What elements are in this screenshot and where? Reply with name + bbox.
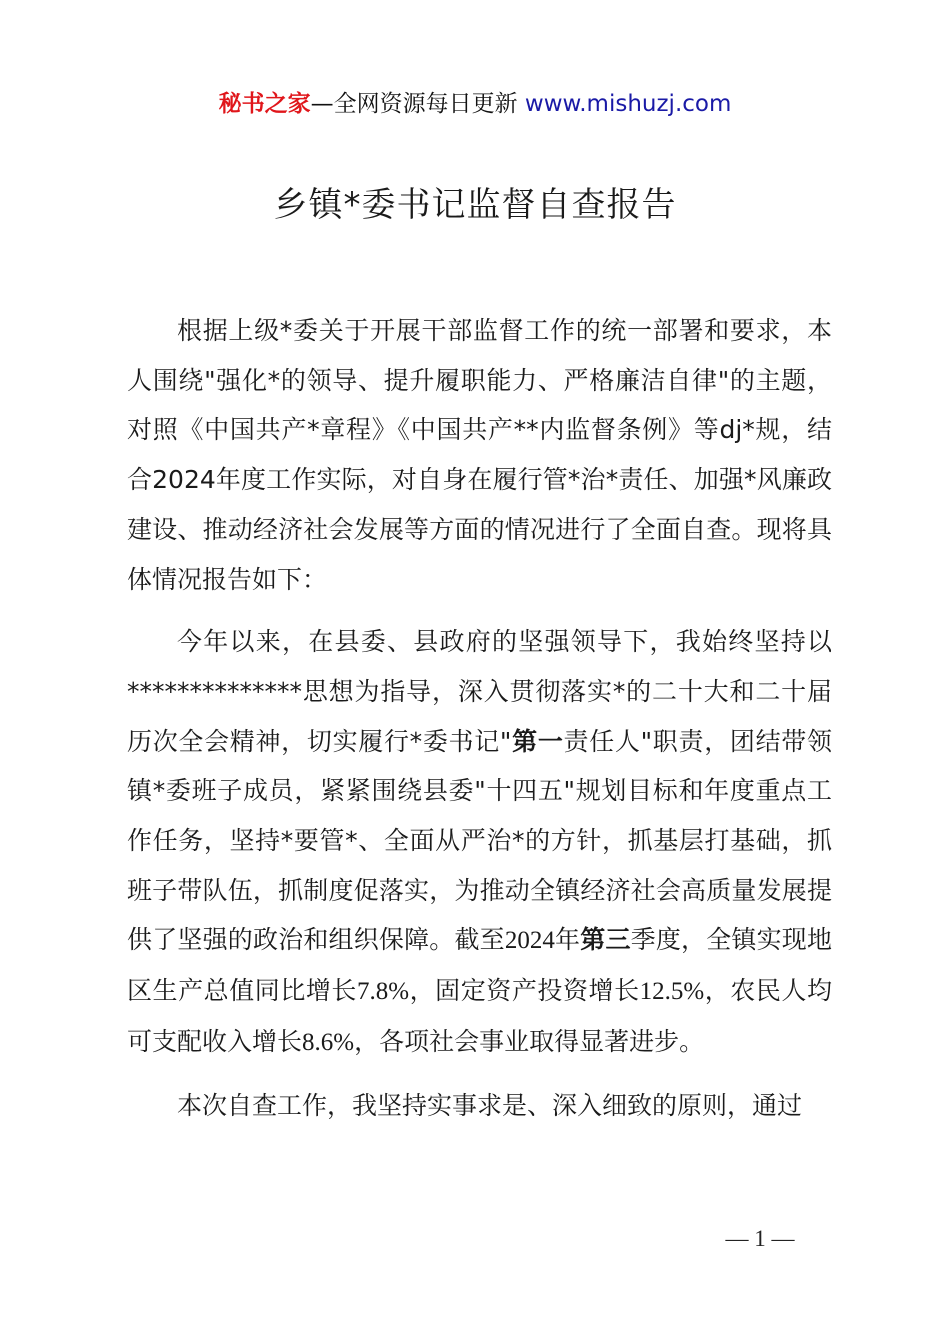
number-text: 7.8% bbox=[357, 978, 410, 1006]
site-url-link[interactable]: www.mishuzj.com bbox=[524, 91, 732, 117]
document-title: 乡镇*委书记监督自查报告 bbox=[273, 185, 677, 225]
paragraph-method: 本次自查工作，我坚持实事求是、深入细致的原则，通过 bbox=[177, 1090, 803, 1120]
text-run: ，固定资产投资增长 bbox=[409, 976, 640, 1006]
text-run: 季度，全镇实现地区生产总值同比增长 bbox=[127, 925, 832, 1006]
number-text: 12.5% bbox=[639, 978, 705, 1006]
number-text: 8.6% bbox=[302, 1028, 355, 1056]
text-run: 今年以来，在县委、县政府的坚强领导下，我始终坚持以**************思想为指导，深入贯彻落实*的二十大和二十届历次全会精神，切实履行*委书记" bbox=[127, 627, 832, 756]
text-run: ，各项社会事业取得显著进步。 bbox=[354, 1026, 705, 1056]
text-run: 责任人"职责，团结带领镇*委班子成员，紧紧围绕县委"十四五"规划目标和年度重点工作任务，坚持*要管*、全面从严治*的方针，抓基层打基础，抓班子带队伍，抓制度促落实，为推动全镇经济社会高质量发展提供了坚强的政治和组织保障。截至 bbox=[127, 726, 832, 955]
header-tagline: —全网资源每日更新 bbox=[310, 91, 525, 117]
bold-text: 第三 bbox=[580, 925, 631, 955]
document-body bbox=[127, 306, 832, 1143]
text-run: 年 bbox=[554, 925, 581, 955]
brand-name: 秘书之家 bbox=[218, 91, 311, 117]
paragraph-intro: 根据上级*委关于开展干部监督工作的统一部署和要求，本人围绕"强化*的领导、提升履职能力、严格廉洁自律"的主题，对照《中国共产*章程》《中国共产**内监督条例》等dj*规，结合2024年度工作实际，对自身在履行管*治*责任、加强*风廉政建设、推动经济社会发展等方面的情况进行了全面自查。现将具体情况报告如下： bbox=[127, 316, 832, 594]
number-text: 2024 bbox=[504, 927, 555, 955]
site-header bbox=[0, 86, 950, 122]
page-number: — 1 — bbox=[725, 1226, 795, 1251]
paragraph-overview bbox=[127, 617, 832, 1067]
text-run: ，农民人均可支配收入增长 bbox=[127, 976, 832, 1056]
bold-text: 第一 bbox=[511, 726, 564, 756]
